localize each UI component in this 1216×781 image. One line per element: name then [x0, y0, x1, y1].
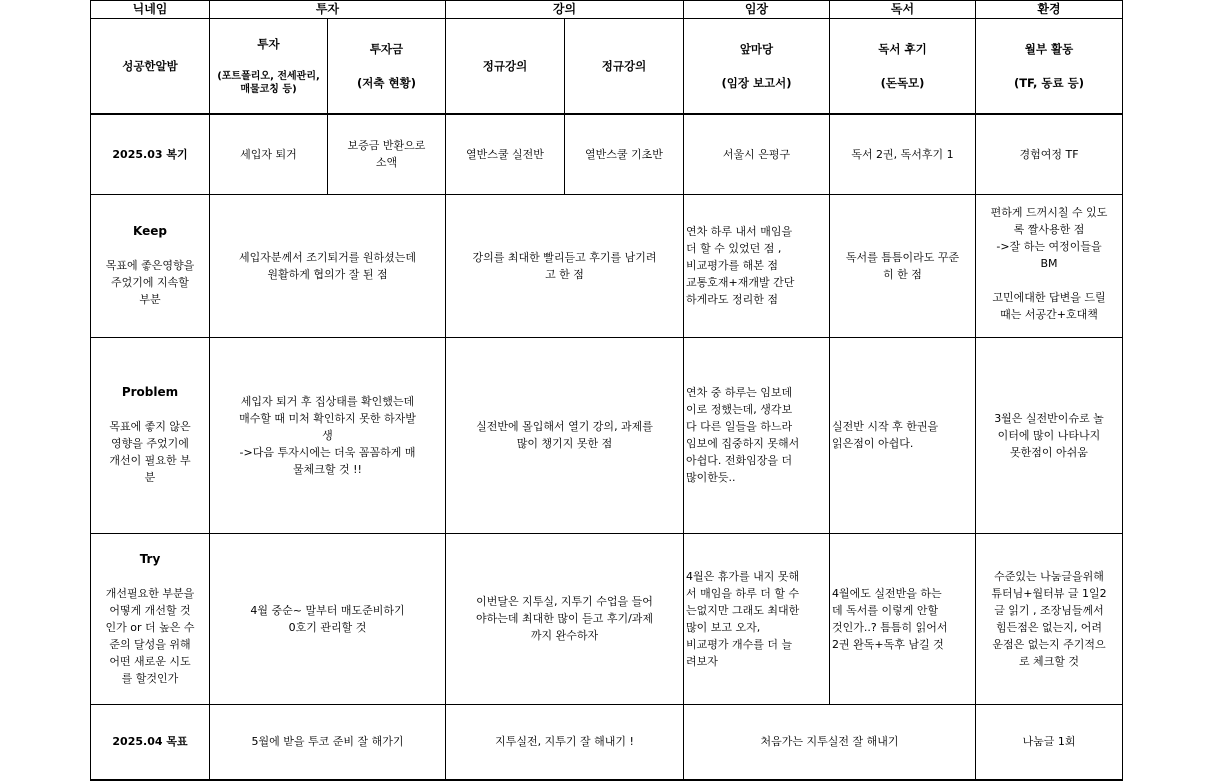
review-investment-amount: 보증금 반환으로 소액 — [328, 114, 446, 194]
goal-investment: 5월에 받을 투코 준비 잘 해가기 — [210, 704, 446, 780]
header-lecture-1: 정규강의 — [446, 19, 565, 115]
problem-imjang: 연차 중 하루는 임보데 이로 정했는데, 생각보 다 다른 일들을 하느라 임보에 집중하지 못해서 아쉽다. 전화임장을 더 많이한듯.. — [684, 337, 830, 533]
goal-imjang-reading: 처음가는 지투실전 잘 해내기 — [684, 704, 976, 780]
header-investment-type-sub: (포트폴리오, 전세관리, 매물코칭 등) — [217, 71, 320, 95]
review-row-label: 2025.03 복기 — [91, 114, 210, 194]
problem-investment: 세입자 퇴거 후 집상태를 확인했는데 매수할 때 미처 확인하지 못한 하자발 생 ->다음 투자시에는 더욱 꼼꼼하게 매 물체크할 것 !! — [210, 337, 446, 533]
header-env-title: 월부 활동 — [1024, 41, 1074, 56]
header-lecture: 강의 — [446, 1, 684, 19]
try-investment: 4월 중순~ 말부터 매도준비하기 0호기 관리할 것 — [210, 533, 446, 704]
review-imjang: 서울시 은평구 — [684, 114, 830, 194]
retrospective-sheet — [90, 0, 1123, 781]
header-reading-title: 독서 후기 — [878, 41, 927, 56]
problem-environment: 3월은 실전반이슈로 놀 이터에 많이 나타나지 못한점이 아쉬움 — [976, 337, 1123, 533]
header-environment: 환경 — [976, 1, 1123, 19]
keep-imjang: 연차 하루 내서 매임을 더 할 수 있었던 점 , 비교평가를 해본 점 교통호재+재개발 간단 하게라도 정리한 점 — [684, 194, 830, 337]
keep-description: 목표에 좋은영향을 주었기에 지속할 부분 — [105, 259, 195, 306]
problem-title: Problem — [121, 385, 179, 399]
keep-reading: 독서를 틈틈이라도 꾸준 히 한 점 — [830, 194, 976, 337]
review-investment-type: 세입자 퇴거 — [210, 114, 328, 194]
review-environment: 경험여정 TF — [976, 114, 1123, 194]
try-imjang: 4월은 휴가를 내지 못해 서 매임을 하루 더 할 수 는없지만 그래도 최대한 많이 보고 오자, 비교평가 개수를 더 늘 려보자 — [684, 533, 830, 704]
keep-row-label — [91, 194, 210, 337]
problem-row-label — [91, 337, 210, 533]
header-imjang: 임장 — [684, 1, 830, 19]
try-description: 개선필요한 부분을 어떻게 개선할 것 인가 or 더 높은 수 준의 달성을 위해 어떤 새로운 시도 를 할것인가 — [105, 586, 195, 685]
header-nickname: 닉네임 — [91, 1, 210, 19]
try-environment: 수준있는 나눔글을위해 튜터님+월터뷰 글 1일2 글 읽기 , 조장님들께서 힘든점은 없는지, 어려 운점은 없는지 주기적으 로 체크할 것 — [976, 533, 1123, 704]
header-imjang-sub: (임장 보고서) — [721, 75, 792, 90]
header-investment-amount — [328, 19, 446, 115]
retrospective-table — [90, 0, 1123, 781]
problem-lecture: 실전반에 몰입해서 열기 강의, 과제를 많이 챙기지 못한 점 — [446, 337, 684, 533]
goal-lecture: 지투실전, 지투기 잘 해내기 ! — [446, 704, 684, 780]
problem-description: 목표에 좋지 않은 영향을 주었기에 개선이 필요한 부 분 — [109, 420, 191, 484]
header-investment-type-title: 투자 — [257, 37, 280, 51]
try-title: Try — [139, 551, 161, 566]
header-investment-amount-title: 투자금 — [369, 41, 404, 56]
header-imjang-report — [684, 19, 830, 115]
problem-reading: 실전반 시작 후 한권을 읽은점이 아쉽다. — [830, 337, 976, 533]
header-reading-sub: (돈독모) — [880, 75, 925, 90]
review-reading: 독서 2권, 독서후기 1 — [830, 114, 976, 194]
keep-lecture: 강의를 최대한 빨리듣고 후기를 남기려 고 한 점 — [446, 194, 684, 337]
header-environment-activity — [976, 19, 1123, 115]
header-reading-review — [830, 19, 976, 115]
header-investment-amount-sub: (저축 현황) — [357, 75, 416, 90]
try-row-label — [91, 533, 210, 704]
goal-row-label: 2025.04 목표 — [91, 704, 210, 780]
try-lecture: 이번달은 지투실, 지투기 수업을 들어 야하는데 최대한 많이 듣고 후기/과제 까지 완수하자 — [446, 533, 684, 704]
keep-investment: 세입자분께서 조기퇴거를 원하셨는데 원활하게 협의가 잘 된 점 — [210, 194, 446, 337]
keep-title: Keep — [133, 224, 167, 238]
keep-environment — [976, 194, 1123, 337]
header-lecture-2: 정규강의 — [565, 19, 684, 115]
keep-environment-text: 편하게 드꺼시칠 수 있도 록 짤사용한 점 ->잘 하는 여정이들을 BM 고민에대한 답변을 드릴 때는 서공간+호대책 — [990, 205, 1108, 320]
header-investment-type — [210, 19, 328, 115]
header-imjang-title: 앞마당 — [739, 41, 774, 56]
header-reading: 독서 — [830, 1, 976, 19]
try-reading: 4월에도 실전반을 하는 데 독서를 이렇게 안할 것인가..? 틈틈히 읽어서 2권 완독+독후 남길 것 — [830, 533, 976, 704]
header-env-sub: (TF, 동료 등) — [1013, 75, 1085, 90]
header-name: 성공한알밤 — [91, 19, 210, 115]
goal-environment: 나눔글 1회 — [976, 704, 1123, 780]
review-lecture-1: 열반스쿨 실전반 — [446, 114, 565, 194]
header-investment: 투자 — [210, 1, 446, 19]
review-lecture-2: 열반스쿨 기초반 — [565, 114, 684, 194]
